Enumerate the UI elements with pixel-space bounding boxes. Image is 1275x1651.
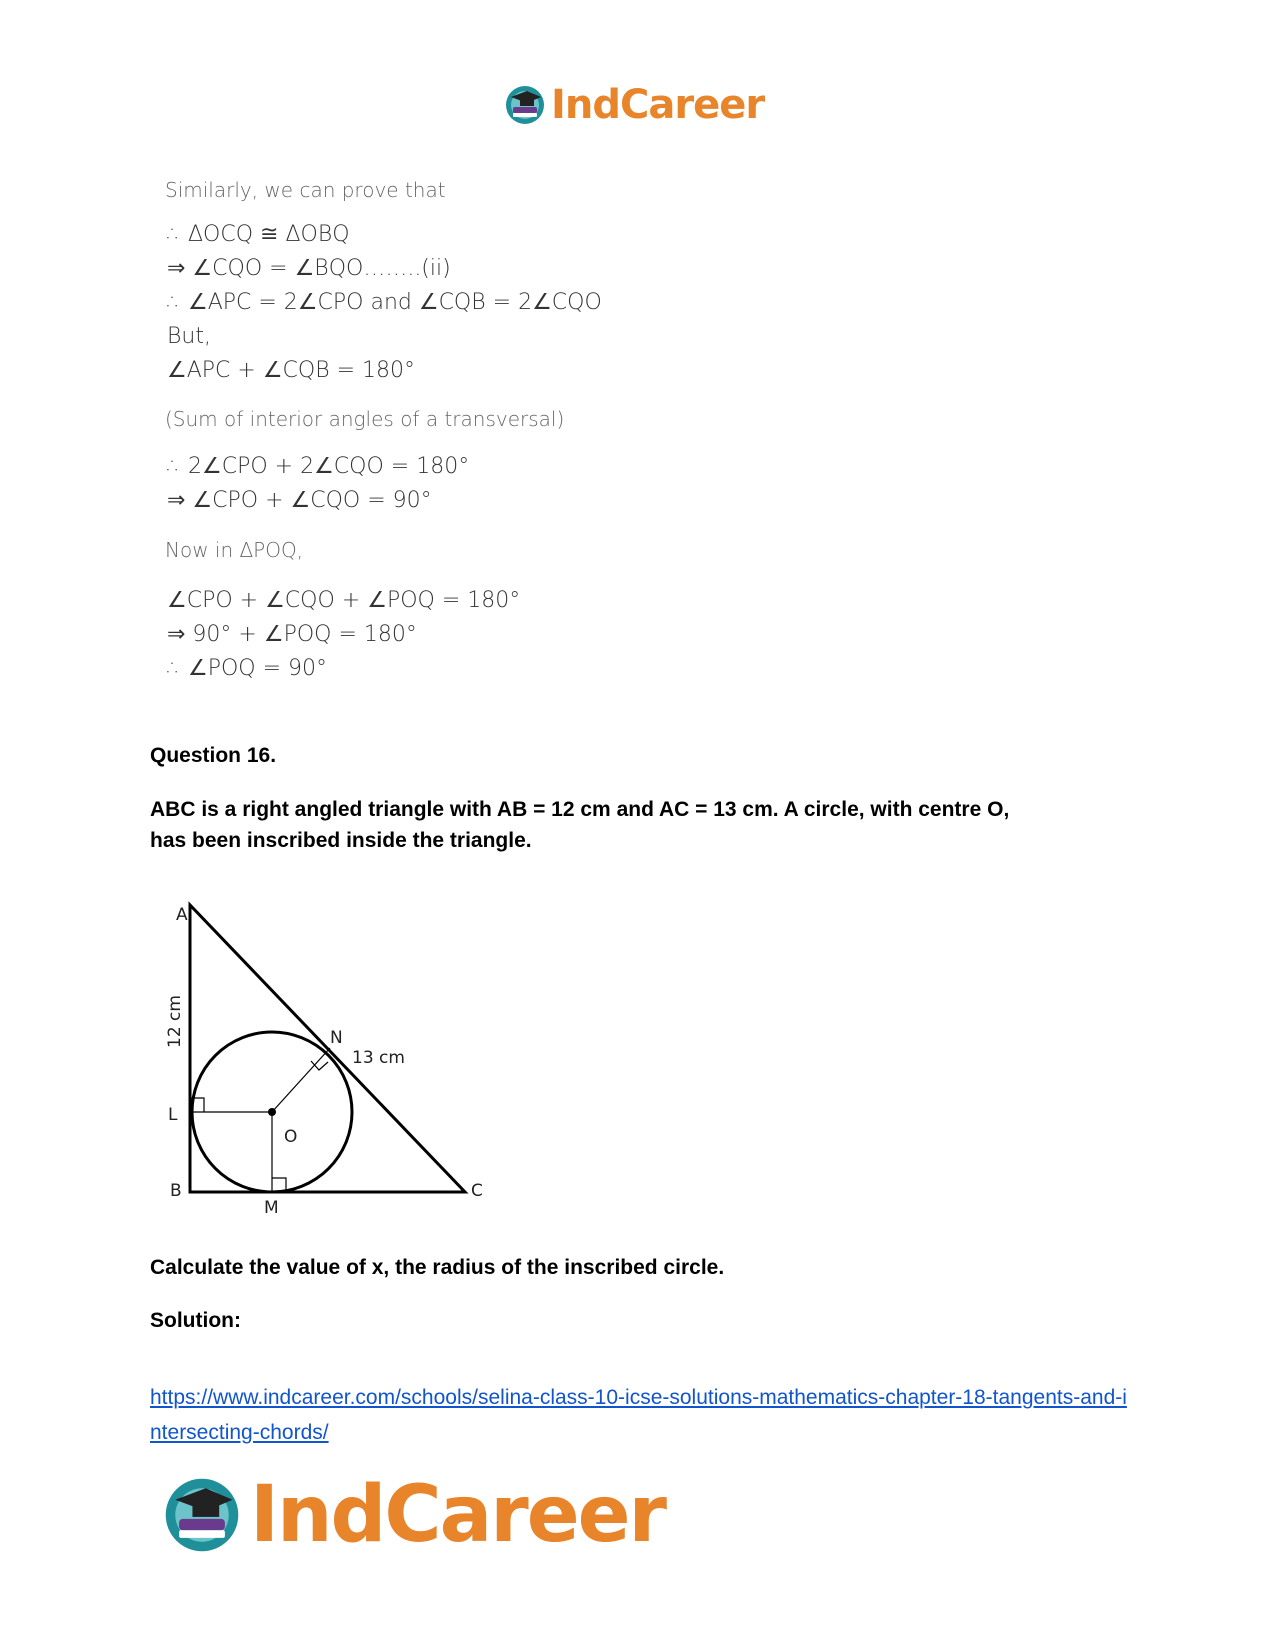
label-b: B bbox=[170, 1181, 182, 1201]
triangle-figure bbox=[160, 890, 500, 1220]
label-a: A bbox=[176, 905, 188, 925]
question-heading: Question 16. bbox=[150, 744, 277, 767]
proof-line: Now in ΔPOQ, bbox=[165, 538, 304, 562]
proof-line: ∠APC + ∠CQB = 180° bbox=[167, 358, 416, 383]
logo-text: IndCareer bbox=[250, 1470, 665, 1560]
proof-line: ⇒ ∠CPO + ∠CQO = 90° bbox=[167, 488, 432, 513]
proof-line: ∴ ∠APC = 2∠CPO and ∠CQB = 2∠CQO bbox=[167, 290, 602, 315]
label-ab-length: 12 cm bbox=[165, 995, 185, 1048]
proof-line: Similarly, we can prove that bbox=[165, 178, 446, 202]
label-c: C bbox=[471, 1181, 483, 1201]
question-prompt: Calculate the value of x, the radius of the inscribed circle. bbox=[150, 1256, 725, 1279]
proof-line: ⇒ ∠CQO = ∠BQO……..(ii) bbox=[167, 256, 451, 281]
radius-on bbox=[272, 1048, 330, 1112]
proof-line: (Sum of interior angles of a transversal) bbox=[165, 407, 565, 431]
question-text: has been inscribed inside the triangle. bbox=[150, 829, 532, 852]
center-point-o bbox=[268, 1108, 276, 1116]
proof-line: But, bbox=[167, 324, 211, 349]
proof-line: ∴ 2∠CPO + 2∠CQO = 180° bbox=[167, 454, 470, 479]
proof-line: ∠CPO + ∠CQO + ∠POQ = 180° bbox=[167, 588, 521, 613]
logo-text: IndCareer bbox=[551, 82, 765, 128]
proof-line: ∴ ∠POQ = 90° bbox=[167, 656, 328, 681]
solution-link[interactable]: https://www.indcareer.com/schools/selina-class-10-icse-solutions-mathematics-chapter-18-tangents-and-intersecting-chords/ bbox=[150, 1386, 1127, 1444]
question-text: ABC is a right angled triangle with AB = 12 cm and AC = 13 cm. A circle, with centre O, bbox=[150, 798, 1010, 821]
proof-line: ∴ ΔOCQ ≅ ΔOBQ bbox=[167, 222, 350, 247]
footer-logo bbox=[160, 1470, 665, 1560]
header-logo bbox=[503, 80, 764, 130]
graduation-cap-icon bbox=[160, 1473, 244, 1557]
label-n: N bbox=[330, 1028, 343, 1048]
solution-label: Solution: bbox=[150, 1309, 241, 1332]
proof-line: ⇒ 90° + ∠POQ = 180° bbox=[167, 622, 417, 647]
label-l: L bbox=[168, 1105, 178, 1125]
label-o: O bbox=[284, 1127, 298, 1147]
triangle-abc bbox=[190, 905, 465, 1192]
label-m: M bbox=[264, 1198, 279, 1218]
label-ac-length: 13 cm bbox=[352, 1048, 405, 1068]
graduation-cap-icon bbox=[503, 83, 547, 127]
